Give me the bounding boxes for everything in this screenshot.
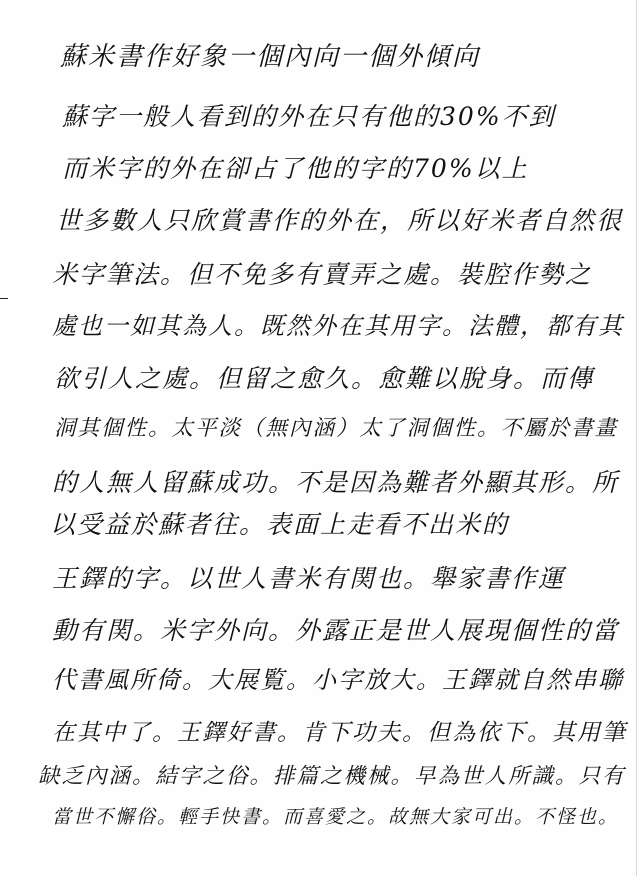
text-line-5: 米字筆法。但不免多有賣弄之處。裝腔作勢之: [52, 260, 593, 289]
text-line-9: 的人無人留蘇成功。不是因為難者外顯其形。所: [52, 468, 620, 497]
text-line-12: 動有関。米字外向。外露正是世人展現個性的當: [52, 616, 620, 645]
text-line-3: 而米字的外在卻占了他的字的70%以上: [62, 154, 529, 183]
text-line-14: 在其中了。王鐸好書。肯下功夫。但為依下。其用筆: [52, 720, 627, 746]
text-line-7: 欲引人之處。但留之愈久。愈難以脫身。而傳: [54, 364, 595, 393]
text-line-6: 處也一如其為人。既然外在其用字。法體，都有其: [52, 312, 624, 340]
text-line-13: 代書風所倚。大展覧。小字放大。王鐸就自然串聯: [52, 666, 624, 694]
text-line-8: 洞其個性。太平淡（無內涵）太了洞個性。不屬於書畫: [54, 416, 619, 441]
text-line-2: 蘇字一般人看到的外在只有他的30%不到: [62, 102, 556, 131]
text-line-11: 王鐸的字。以世人書米有関也。舉家書作運: [52, 564, 566, 593]
text-line-4: 世多數人只欣賞書作的外在，所以好米者自然很: [56, 206, 624, 235]
text-line-10: 以受益於蘇者往。表面上走看不出米的: [50, 510, 510, 539]
margin-tick-mark: [0, 298, 8, 299]
text-line-15: 缺乏內涵。結字之俗。排篇之機械。早為世人所識。只有: [38, 764, 626, 789]
text-line-16: 當世不懈俗。輕手快書。而喜愛之。故無大家可出。不怪也。: [52, 806, 620, 828]
text-line-1: 蘇米書作好象一個內向一個外傾向: [60, 42, 481, 72]
